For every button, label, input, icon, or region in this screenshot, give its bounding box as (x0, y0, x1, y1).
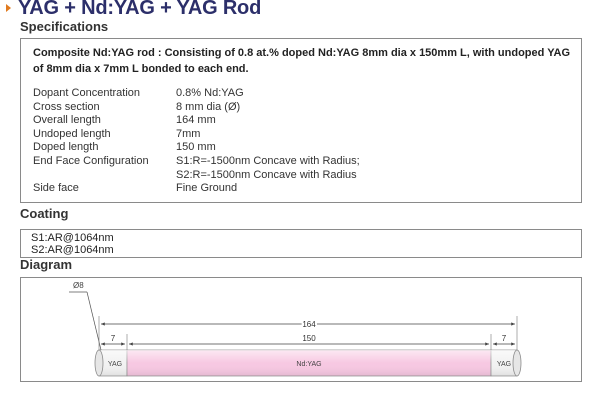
spec-value: 150 mm (176, 141, 216, 154)
spec-key: Doped length (33, 141, 99, 154)
specifications-box (20, 38, 582, 203)
spec-key: Side face (33, 182, 79, 195)
spec-value: Fine Ground (176, 182, 238, 195)
spec-table (33, 87, 360, 196)
coating-heading: Coating (20, 206, 69, 221)
coating-item-s2: S2:AR@1064nm (31, 244, 114, 256)
diagram-heading: Diagram (20, 257, 73, 272)
coating-box (20, 229, 582, 258)
segment-label-yag-right: YAG (496, 361, 512, 368)
page-title: YAG + Nd:YAG + YAG Rod (18, 0, 262, 19)
spec-row (33, 155, 360, 182)
diameter-label: Ø8 (73, 281, 84, 290)
segment-label-yag-left: YAG (107, 361, 123, 368)
title-bullet-icon (6, 4, 11, 12)
spec-key: Cross section (33, 100, 100, 113)
overall-length-label: 164 (302, 320, 316, 329)
spec-row (33, 101, 360, 115)
rod-end-left (95, 350, 103, 376)
coating-list (31, 232, 114, 256)
rod-end-right (513, 350, 521, 376)
spec-key: Dopant Concentration (33, 87, 141, 99)
product-description: Composite Nd:YAG rod : Consisting of 0.8 at.% doped Nd:YAG 8mm dia x 150mm L, with undoped YAG of 8mm dia x 7mm L bonded to each end. (33, 47, 571, 75)
doped-length-label: 150 (302, 334, 316, 343)
spec-key: End Face Configuration (33, 154, 149, 167)
undoped-right-label: 7 (501, 334, 507, 343)
spec-row (33, 128, 360, 142)
spec-value: 0.8% Nd:YAG (176, 87, 244, 99)
segment-label-nd-yag: Nd:YAG (296, 361, 322, 368)
spec-row (33, 87, 360, 101)
coating-item-s1: S1:AR@1064nm (31, 232, 114, 244)
spec-value: S1:R=-1500nm Concave with Radius; S2:R=-1500nm Concave with Radius (176, 154, 360, 181)
spec-value: 164 mm (176, 114, 216, 127)
spec-row (33, 141, 360, 155)
spec-key: Overall length (33, 114, 101, 127)
spec-key: Undoped length (33, 127, 111, 140)
rod-diagram (21, 278, 583, 381)
diagram-box (20, 277, 582, 382)
spec-row (33, 114, 360, 128)
specifications-heading: Specifications (20, 19, 109, 34)
spec-value: 8 mm dia (Ø) (176, 100, 241, 113)
undoped-left-label: 7 (110, 334, 116, 343)
spec-row (33, 182, 360, 196)
spec-value: 7mm (176, 127, 201, 140)
